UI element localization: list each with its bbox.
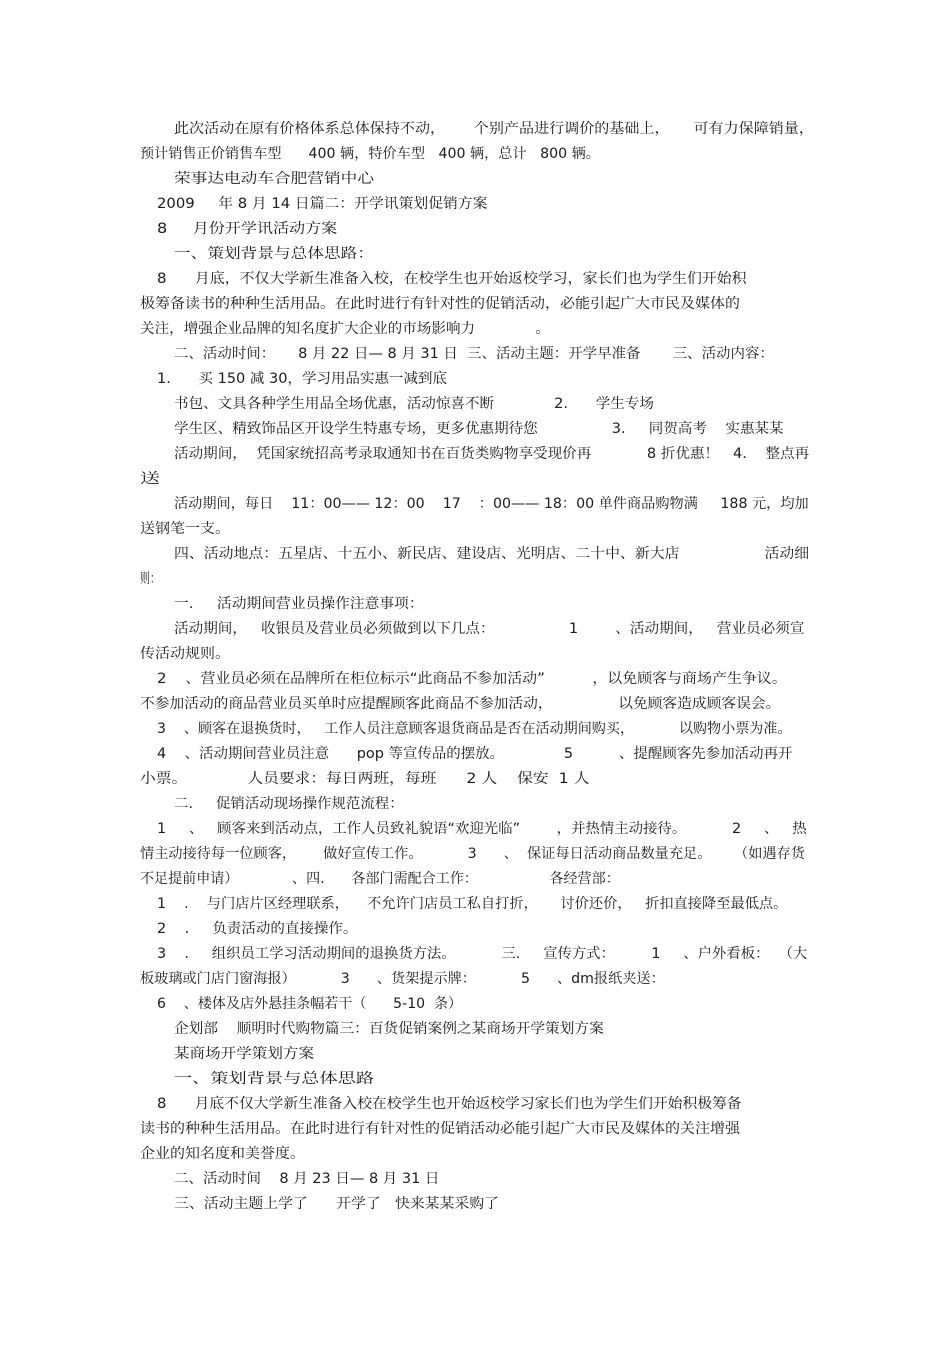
text-line: 读书的种种生活用品。在此时进行有针对性的促销活动必能引起广大市民及媒体的关注增强 bbox=[140, 1121, 740, 1137]
text-line: 1 . 与门店片区经理联系， 不允许门店员工私自打折， 讨价还价， 折扣直接降至最低点。 bbox=[157, 896, 788, 912]
text-line: 1 、 顾客来到活动点，工作人员致礼貌语“欢迎光临” ，并热情主动接待。 2 、 热 bbox=[157, 821, 807, 837]
text-line: 企划部 顺明时代购物篇三：百货促销案例之某商场开学策划方案 bbox=[174, 1021, 604, 1037]
text-line: 学生区、精致饰品区开设学生特惠专场，更多优惠期待您 3. 同贺高考 实惠某某 bbox=[174, 421, 784, 437]
text-line: 2009 年 8 月 14 日篇二：开学讯策划促销方案 bbox=[157, 196, 488, 212]
text-line: 活动期间，每日 11：00—— 12：00 17 ：00—— 18：00 单件商品购物满 188 元，均加 bbox=[174, 496, 809, 512]
text-line: 8 月份开学讯活动方案 bbox=[157, 221, 338, 237]
text-line: 情主动接待每一位顾客， 做好宣传工作。 3 、 保证每日活动商品数量充足。 （如遇存货 bbox=[140, 846, 805, 862]
text-line: 关注，增强企业品牌的知名度扩大企业的市场影响力 。 bbox=[140, 321, 550, 337]
text-line: 企业的知名度和美誉度。 bbox=[140, 1146, 305, 1162]
text-line: 预计销售正价销售车型 400 辆，特价车型 400 辆，总计 800 辆。 bbox=[140, 146, 600, 162]
text-line: 板玻璃或门店门窗海报） 3 、货架提示牌： 5 、dm报纸夹送： bbox=[140, 971, 665, 987]
section-heading: 一. 活动期间营业员操作注意事项： bbox=[174, 596, 424, 612]
section-heading: 一、策划背景与总体思路： bbox=[174, 246, 374, 262]
text-line: 不足提前申请） 、四. 各部门需配合工作： 各经营部： bbox=[140, 871, 620, 887]
text-line: 2 、营业员必须在品牌所在柜位标示“此商品不参加活动” ，以免顾客与商场产生争议。 bbox=[157, 671, 787, 687]
text-line: 小票。 人员要求：每日两班，每班 2 人 保安 1 人 bbox=[140, 771, 590, 787]
text-line: 2 . 负责活动的直接操作。 bbox=[157, 921, 358, 937]
text-line: 二、活动时间： 8 月 22 日— 8 月 31 日 三、活动主题：开学早准备 三、活动内容： bbox=[174, 346, 774, 362]
text-line: 活动期间， 凭国家统招高考录取通知书在百货类购物享受现价再 8 折优惠！ 4. 整点再 bbox=[174, 446, 810, 462]
text-line: 不参加活动的商品营业员买单时应提醒顾客此商品不参加活动， 以免顾客造成顾客误会。 bbox=[140, 696, 781, 712]
text-line: 3 、顾客在退换货时， 工作人员注意顾客退货商品是否在活动期间购买， 以购物小票为准。 bbox=[157, 721, 792, 737]
text-line: 8 月底不仅大学新生准备入校在校学生也开始返校学习家长们也为学生们开始积极筹备 bbox=[157, 1096, 742, 1112]
text-line: 三、活动主题上学了 开学了 快来某某采购了 bbox=[174, 1196, 500, 1212]
text-line: 此次活动在原有价格体系总体保持不动， 个别产品进行调价的基础上， 可有力保障销量， bbox=[174, 121, 814, 137]
text-line: 四、活动地点：五星店、十五小、新民店、建设店、光明店、二十中、新大店 活动细 bbox=[174, 546, 810, 562]
text-line: 活动期间， 收银员及营业员必须做到以下几点： 1 、活动期间， 营业员必须宣 bbox=[174, 621, 805, 637]
text-line: 极筹备读书的种种生活用品。在此时进行有针对性的促销活动，必能引起广大市民及媒体的 bbox=[140, 296, 740, 312]
text-line: 荣事达电动车合肥营销中心 bbox=[174, 171, 374, 187]
text-line: 则： bbox=[140, 571, 160, 587]
text-line: 送 bbox=[140, 471, 160, 487]
text-line: 4 、活动期间营业员注意 pop 等宣传品的摆放。 5 、提醒顾客先参加活动再开 bbox=[157, 746, 793, 762]
text-line: 传活动规则。 bbox=[140, 646, 230, 662]
section-heading: 一、策划背景与总体思路 bbox=[174, 1071, 374, 1087]
text-line: 二、活动时间 8 月 23 日— 8 月 31 日 bbox=[174, 1171, 440, 1187]
text-line: 某商场开学策划方案 bbox=[174, 1046, 314, 1062]
text-line: 书包、文具各种学生用品全场优惠，活动惊喜不断 2. 学生专场 bbox=[174, 396, 654, 412]
text-line: 3 . 组织员工学习活动期间的退换货方法。 三. 宣传方式： 1 、户外看板： （大 bbox=[157, 946, 808, 962]
text-line: 送钢笔一支。 bbox=[140, 521, 230, 537]
text-line: 1. 买 150 减 30，学习用品实惠一减到底 bbox=[157, 371, 447, 387]
text-line: 8 月底，不仅大学新生准备入校，在校学生也开始返校学习，家长们也为学生们开始积 bbox=[157, 271, 747, 287]
section-heading: 二. 促销活动现场操作规范流程： bbox=[174, 796, 404, 812]
text-line: 6 、楼体及店外悬挂条幅若干（ 5-10 条） bbox=[157, 996, 463, 1012]
